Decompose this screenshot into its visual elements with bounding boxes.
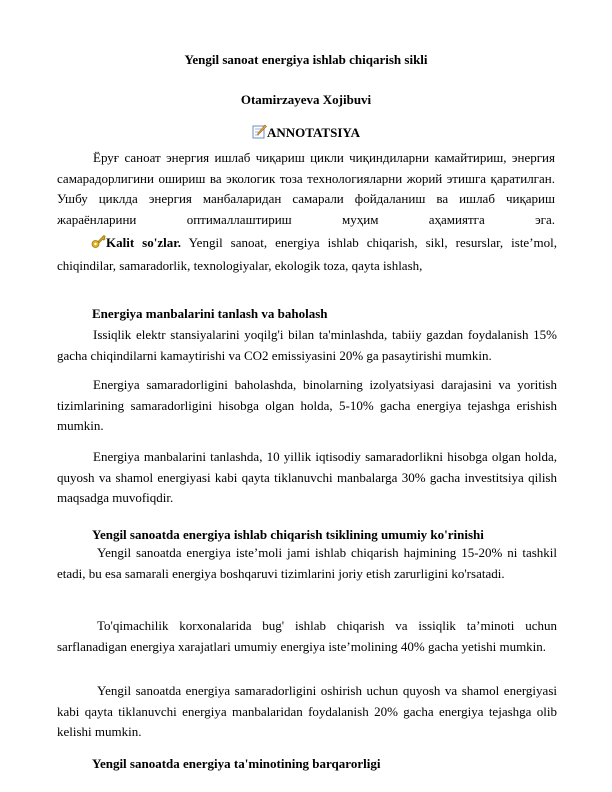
memo-icon [252, 124, 267, 143]
section-heading-energy-sources: Energiya manbalarini tanlash va baholash [92, 306, 328, 321]
author-name: Otamirzayeva Xojibuvi [240, 92, 372, 107]
key-icon [91, 234, 106, 256]
keywords-paragraph [57, 233, 557, 276]
paper-title: Yengil sanoat energiya ishlab chiqarish sikli [184, 52, 428, 67]
annotation-text [57, 148, 555, 230]
paragraph-cycle-overview-2: To'qimachilik korxonalarida bug' ishlab chiqarish va issiqlik ta’minoti uchun sarflanadigan energiya xarajatlari umumiy energiya iste’molining 40% gacha yetishi mumkin. [57, 618, 557, 654]
keywords-text: Yengil sanoat, energiya ishlab chiqarish, sikl, resurslar, iste’mol, chiqindilar, samaradorlik, texnologiyalar, ekologik toza, qayta ishlash, [57, 235, 558, 273]
annotation-body: Ёруғ саноат энергия ишлаб чиқариш цикли чиқиндиларни камайтириш, энергия самарадорлигини ошириш ва экологик тоза технологияларни жорий этишга қаратилган. Ушбу циклда энергия манбаларидан самарали фойдаланиш ва ишлаб чиқариш жараёнларини оптималлаштириш муҳим аҳамиятга эга. [57, 150, 555, 227]
paragraph-cycle-overview-1: Yengil sanoatda energiya iste’moli jami ishlab chiqarish hajmining 15-20% ni tashkil etadi, bu esa samarali energiya boshqaruvi tizimlarini joriy etish zarurligini ko'rsatadi. [57, 545, 557, 581]
annotation-heading: ANNOTATSIYA [267, 125, 360, 140]
annotation-heading-row [0, 124, 612, 143]
paragraph-energy-sources-2: Energiya samaradorligini baholashda, binolarning izolyatsiyasi darajasini va yoritish tizimlarining samaradorligini hisobga olgan holda, 5-10% gacha energiya tejashga erishish mumkin. [57, 377, 557, 433]
keywords-label: Kalit so'zlar. [106, 235, 182, 250]
paragraph-energy-sources-1: Issiqlik elektr stansiyalarini yoqilg'i bilan ta'minlashda, tabiiy gazdan foydalanish 15% gacha chiqindilarni kamaytirishi va CO2 emissiyasini 20% ga pasaytirishi mumkin. [57, 327, 557, 363]
section-heading-cycle-overview: Yengil sanoatda energiya ishlab chiqarish tsiklining umumiy ko'rinishi [92, 527, 484, 542]
paragraph-cycle-overview-3: Yengil sanoatda energiya samaradorligini oshirish uchun quyosh va shamol energiyasi kabi qayta tiklanuvchi energiya manbalaridan foydalanish 20% gacha energiya tejashga olib kelishi mumkin. [57, 683, 557, 739]
paragraph-energy-sources-3: Energiya manbalarini tanlashda, 10 yillik iqtisodiy samaradorlikni hisobga olgan holda, quyosh va shamol energiyasi kabi qayta tiklanuvchi manbalarga 30% gacha investitsiya qilish maqsadga muvofiqdir. [57, 449, 557, 505]
section-heading-supply-stability: Yengil sanoatda energiya ta'minotining barqarorligi [92, 756, 381, 771]
